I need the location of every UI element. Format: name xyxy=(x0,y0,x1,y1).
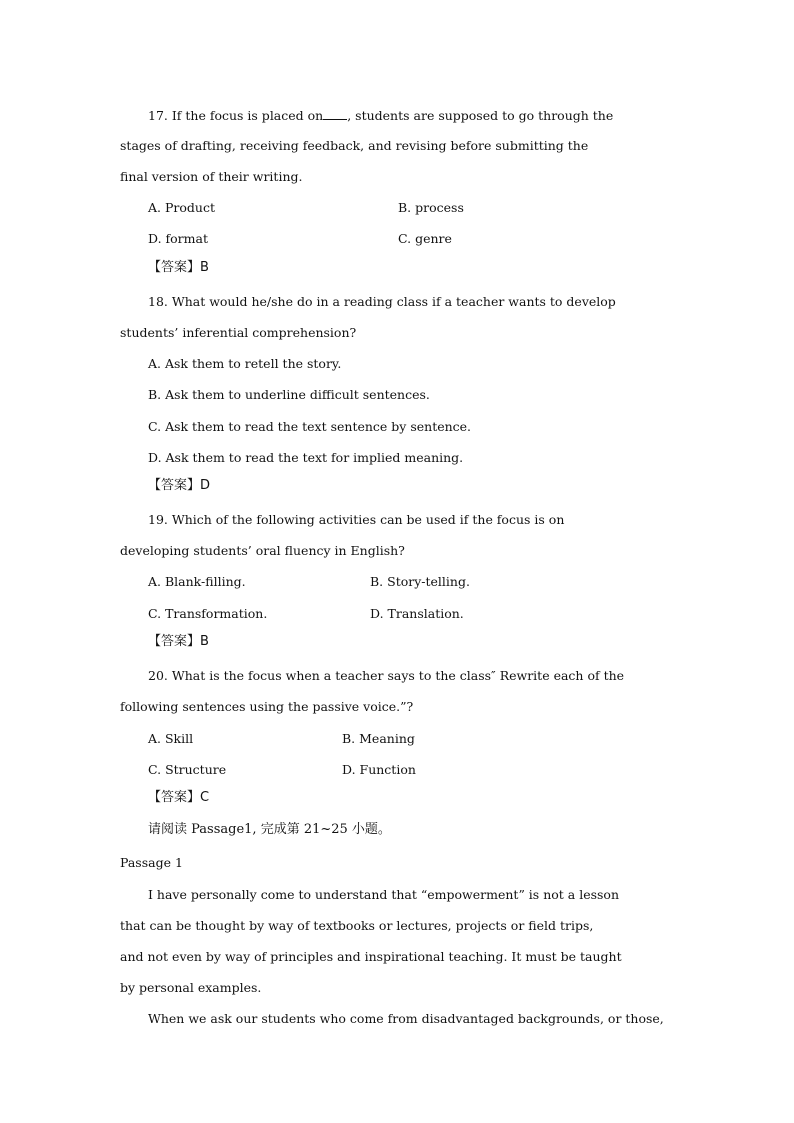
q17-answer: 【答案】B xyxy=(148,260,209,275)
q18-stem-line1: 18. What would he/she do in a reading class if a teacher wants to develop xyxy=(148,294,616,309)
passage-line: When we ask our students who come from disadvantaged backgrounds, or those, xyxy=(148,1011,664,1026)
q17-stem-part2: , students are supposed to go through the xyxy=(347,108,614,123)
q19-option-d: D. Translation. xyxy=(370,606,464,621)
q17-option-b: B. process xyxy=(398,200,464,215)
q19-option-a: A. Blank-filling. xyxy=(148,574,246,589)
q19-stem-line1: 19. Which of the following activities can be used if the focus is on xyxy=(148,512,565,527)
q19-option-b: B. Story-telling. xyxy=(370,574,470,589)
q17-stem-line3: final version of their writing. xyxy=(120,169,303,184)
q19-stem-line2: developing students’ oral fluency in English? xyxy=(120,543,405,558)
q18-answer: 【答案】D xyxy=(148,478,211,493)
q18-option-b: B. Ask them to underline difficult sentences. xyxy=(148,387,430,402)
q18-stem-line2: students’ inferential comprehension? xyxy=(120,325,357,340)
passage-line: and not even by way of principles and inspirational teaching. It must be taught xyxy=(120,949,622,964)
passage-title: Passage 1 xyxy=(120,855,183,870)
q17-stem-line2: stages of drafting, receiving feedback, and revising before submitting the xyxy=(120,138,589,153)
q17-option-a: A. Product xyxy=(148,200,215,215)
q20-option-a: A. Skill xyxy=(148,731,194,746)
q19-option-c: C. Transformation. xyxy=(148,606,268,621)
q20-stem-line2: following sentences using the passive voice.”? xyxy=(120,699,414,714)
q17-option-d: D. format xyxy=(148,231,208,246)
passage-line: I have personally come to understand that “empowerment” is not a lesson xyxy=(148,887,619,902)
q20-stem-line1: 20. What is the focus when a teacher says to the class″ Rewrite each of the xyxy=(148,668,625,683)
q19-answer: 【答案】B xyxy=(148,634,209,649)
q18-option-d: D. Ask them to read the text for implied meaning. xyxy=(148,450,464,465)
q17-stem-part1: 17. If the focus is placed on xyxy=(148,108,324,123)
q20-option-b: B. Meaning xyxy=(342,731,415,746)
q18-option-c: C. Ask them to read the text sentence by sentence. xyxy=(148,419,472,434)
reading-instruction: 请阅读 Passage1, 完成第 21~25 小题。 xyxy=(148,822,391,837)
q20-answer: 【答案】C xyxy=(148,790,210,805)
passage-line: by personal examples. xyxy=(120,980,262,995)
q17-option-c: C. genre xyxy=(398,231,452,246)
answer-blank xyxy=(323,107,347,120)
q17-stem-line1 xyxy=(148,107,613,124)
q18-option-a: A. Ask them to retell the story. xyxy=(148,356,342,371)
q20-option-d: D. Function xyxy=(342,762,416,777)
q20-option-c: C. Structure xyxy=(148,762,227,777)
passage-line: that can be thought by way of textbooks or lectures, projects or field trips, xyxy=(120,918,594,933)
